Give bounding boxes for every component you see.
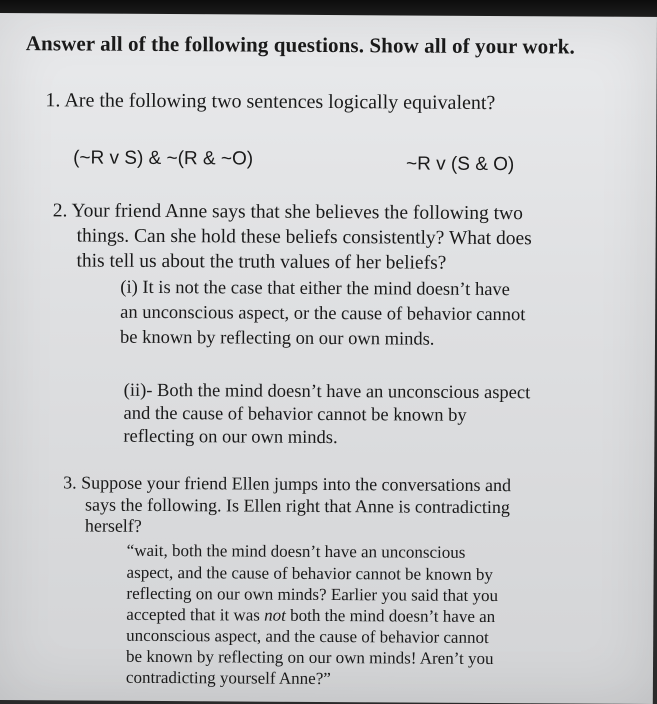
quote-line-3: reflecting on our own minds? Earlier you said that you [126, 583, 499, 606]
quote-emphasis-not: not [264, 605, 286, 625]
quote-line-2: aspect, and the cause of behavior cannot be known by [126, 562, 493, 585]
question-2-number: 2. [52, 200, 68, 222]
quote-line-4-end: both the mind doesn’t have an [285, 605, 496, 627]
quote-line-7: contradicting yourself Anne?” [125, 667, 331, 689]
belief-ii-line-1: (ii)- Both the mind doesn’t have an unconscious aspect [123, 380, 531, 404]
belief-ii-line-3: reflecting on our own minds. [123, 426, 338, 449]
question-1-number: 1. [45, 89, 61, 112]
question-2-text-line-1: Your friend Anne says that she believes the following two [71, 200, 523, 225]
quote-line-5: unconscious aspect, and the cause of behavior cannot [126, 625, 489, 647]
question-3-line [63, 472, 511, 496]
question-3-text-line-2: says the following. Is Ellen right that Anne is contradicting [84, 494, 510, 518]
question-3-text-line-1: Suppose your friend Ellen jumps into the conversations and [81, 472, 512, 496]
quote-line-4 [126, 605, 495, 627]
question-1 [45, 89, 495, 115]
belief-i-line-3: be known by reflecting on our own minds. [119, 327, 435, 350]
question-3-text-line-3: herself? [84, 515, 142, 536]
belief-i-line-2: an unconscious aspect, or the cause of behavior cannot [120, 302, 526, 326]
formula-right: ~R v (S & O) [406, 153, 515, 176]
question-1-text: Are the following two sentences logically equivalent? [64, 89, 496, 115]
belief-i-line-1: (i) It is not the case that either the mind doesn’t have [120, 277, 510, 301]
quote-line-1: “wait, both the mind doesn’t have an unconscious [126, 540, 466, 562]
instructions-heading: Answer all of the following questions. Show all of your work. [25, 31, 575, 59]
belief-ii-line-2: and the cause of behavior cannot be known by [123, 403, 467, 426]
question-2-text-line-2: things. Can she hold these beliefs consistently? What does [76, 225, 532, 250]
question-2-text-line-3: this tell us about the truth values of her beliefs? [76, 250, 447, 274]
worksheet-page [0, 13, 657, 704]
quote-line-6: be known by reflecting on our own minds! Aren’t you [126, 646, 494, 669]
question-2-line [53, 200, 523, 225]
formula-left: (~R v S) & ~(R & ~O) [73, 147, 254, 170]
quote-line-4-start: accepted that it was [126, 604, 265, 625]
question-3-number: 3. [63, 472, 77, 493]
